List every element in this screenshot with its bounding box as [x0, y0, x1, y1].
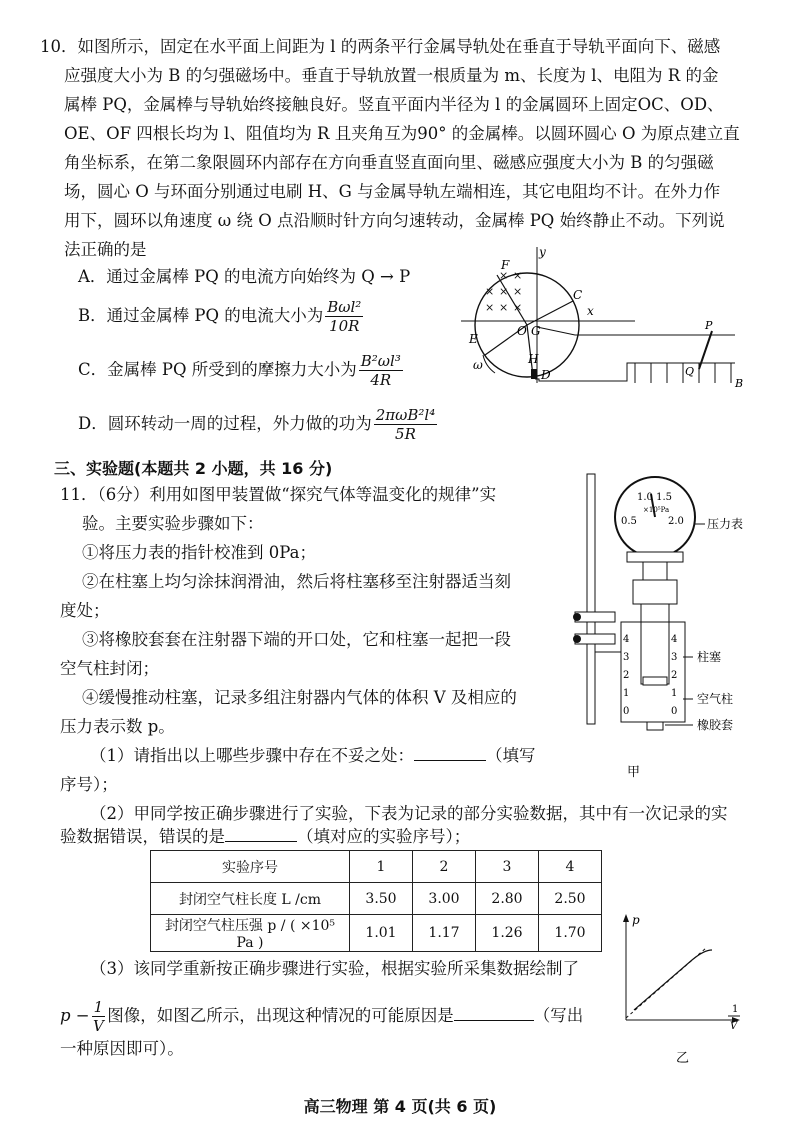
q10-line: 应强度大小为 B 的匀强磁场中。垂直于导轨放置一根质量为 m、长度为 l、电阻为 R 的金	[64, 66, 719, 85]
scale-right	[671, 634, 677, 717]
table-cell: 1.17	[413, 915, 476, 952]
label-d: D	[541, 368, 551, 382]
field-cross: ×	[499, 269, 509, 282]
option-b-fraction	[325, 298, 363, 335]
q11-sub3-cont	[60, 998, 583, 1035]
caption-yi: 乙	[676, 1051, 690, 1066]
section-3-heading: 三、实验题(本题共 2 小题，共 16 分)	[54, 459, 333, 478]
q10-line: OE、OF 四根长均为 l、阻值均为 R 且夹角互为90° 的金属棒。以圆环圆心 O 为原点建立直	[64, 124, 740, 143]
option-d-text: D．圆环转动一周的过程，外力做的功为	[78, 414, 372, 433]
label-h: H	[528, 352, 539, 366]
option-b-text: B．通过金属棒 PQ 的电流大小为	[78, 306, 324, 325]
answer-blank[interactable]	[414, 746, 486, 761]
table-row	[151, 883, 602, 915]
field-cross: ×	[499, 285, 509, 298]
caption-jia: 甲	[627, 765, 641, 780]
option-b	[78, 298, 365, 335]
label-plunger: 柱塞	[697, 650, 722, 664]
svg-text:4: 4	[623, 634, 630, 645]
q11-line: ④缓慢推动柱塞，记录多组注射器内气体的体积 V 及相应的	[82, 688, 517, 707]
q11-sub1	[90, 745, 536, 767]
table-cell: 2.50	[539, 883, 602, 915]
clamp-knob	[573, 635, 581, 643]
option-c-fraction	[359, 352, 403, 389]
figure-graph	[612, 910, 752, 1070]
sub2-text: 验数据错误，错误的是	[60, 827, 225, 846]
option-a: A．通过金属棒 PQ 的电流方向始终为 Q → P	[78, 267, 411, 286]
svg-text:1: 1	[671, 688, 678, 699]
q11-sub1-cont: 序号）；	[60, 775, 118, 794]
data-table	[150, 850, 602, 952]
svg-text:3: 3	[623, 652, 630, 663]
svg-text:2: 2	[671, 670, 678, 681]
svg-text:1: 1	[623, 688, 630, 699]
q11-sub3: （3）该同学重新按正确步骤进行实验，根据实验所采集数据绘制了	[90, 959, 579, 978]
gauge-tick: 2.0	[668, 516, 684, 527]
x-axis-label: x	[587, 304, 594, 318]
option-d	[78, 406, 439, 443]
svg-text:4: 4	[671, 634, 678, 645]
fraction-numerator: 1	[93, 998, 104, 1016]
field-cross: ×	[513, 285, 523, 298]
label-o: O	[517, 324, 527, 338]
q11-line: ②在柱塞上均匀涂抹润滑油，然后将柱塞移至注射器适当刻	[82, 572, 511, 591]
y-axis-label: y	[539, 245, 546, 259]
label-e: E	[469, 332, 478, 346]
option-c	[78, 352, 405, 389]
table-cell: 3.00	[413, 883, 476, 915]
table-cell: 3.50	[350, 883, 413, 915]
label-b: B	[735, 377, 744, 390]
field-cross: ×	[513, 301, 523, 314]
sub2-text: （填对应的实验序号）；	[297, 827, 471, 846]
field-cross: ×	[513, 269, 523, 282]
fraction-denominator: 5R	[395, 425, 416, 443]
plunger-head	[643, 677, 667, 685]
label-q: Q	[685, 365, 695, 378]
svg-text:2: 2	[623, 670, 630, 681]
table-cell: 1.70	[539, 915, 602, 952]
rubber-cap	[647, 722, 663, 730]
scale-left	[623, 634, 629, 717]
label-p: P	[705, 319, 713, 332]
table-row	[151, 915, 602, 952]
q10-figure	[455, 243, 755, 393]
page-footer: 高三物理 第 4 页(共 6 页)	[303, 1097, 497, 1116]
clamp-knob	[573, 613, 581, 621]
q11-sub3-end: 一种原因即可）。	[60, 1039, 184, 1058]
table-header-cell: 1	[350, 851, 413, 883]
q11-line: 度处；	[60, 601, 110, 620]
label-f: F	[501, 258, 510, 272]
table-header-cell: 2	[413, 851, 476, 883]
answer-blank[interactable]	[225, 827, 297, 842]
connector-nut	[633, 580, 677, 604]
figure-apparatus	[565, 472, 765, 782]
fraction-denominator: 10R	[329, 317, 360, 335]
arrow-head	[623, 914, 629, 922]
q10-line: 角坐标系，在第二象限圆环内部存在方向垂直竖直面向里、磁感应强度大小为 B 的匀强磁	[64, 153, 714, 172]
axis-label-one: 1	[732, 1004, 739, 1015]
axis-label-p: p	[632, 913, 640, 927]
gauge-unit: ×10⁵Pa	[643, 506, 670, 514]
table-header-cell: 4	[539, 851, 602, 883]
table-cell: 2.80	[476, 883, 539, 915]
svg-text:0: 0	[671, 706, 678, 717]
sub3-text: 图像，如图乙所示，出现这种情况的可能原因是	[107, 1006, 454, 1025]
axis-label-v: V	[730, 1021, 738, 1032]
q11-sub2-cont	[60, 826, 470, 848]
option-c-text: C．金属棒 PQ 所受到的摩擦力大小为	[78, 360, 357, 379]
label-g: G	[531, 324, 541, 338]
q11-line: 11．（6分）利用如图甲装置做“探究气体等温变化的规律”实	[60, 485, 497, 504]
q10-line: 法正确的是	[64, 240, 147, 259]
fraction-numerator: 2πωB²l⁴	[375, 406, 436, 424]
field-arrows-b	[635, 363, 731, 383]
q11-line: 压力表示数 p。	[60, 717, 175, 736]
field-cross: ×	[485, 285, 495, 298]
fraction-denominator: V	[92, 1017, 104, 1035]
q11-sub2: （2）甲同学按正确步骤进行了实验，下表为记录的部分实验数据，其中有一次记录的实	[90, 804, 728, 823]
table-row-label: 封闭空气柱长度 L /cm	[151, 883, 350, 915]
svg-text:0: 0	[623, 706, 630, 717]
q10-line: 10．如图所示，固定在水平面上间距为 l 的两条平行金属导轨处在垂直于导轨平面向下、磁感	[40, 37, 721, 56]
field-cross: ×	[499, 301, 509, 314]
fraction-numerator: B²ωl³	[360, 352, 401, 370]
plunger-rod	[641, 604, 669, 684]
table-cell: 1.01	[350, 915, 413, 952]
label-omega: ω	[473, 358, 483, 372]
sub1-text: （填写	[486, 746, 536, 765]
q11-line: 验。主要实验步骤如下：	[82, 514, 264, 533]
gauge-base	[627, 552, 683, 562]
table-row-label: 封闭空气柱压强 p / ( ×10⁵ Pa )	[151, 915, 350, 952]
table-header-cell: 实验序号	[151, 851, 350, 883]
label-c: C	[573, 288, 583, 302]
q11-line: ③将橡胶套套在注射器下端的开口处，它和柱塞一起把一段	[82, 630, 511, 649]
fraction-denominator: 4R	[370, 371, 392, 389]
label-air: 空气柱	[697, 692, 734, 706]
sub3-text: （写出	[533, 1006, 584, 1025]
stand-rod	[587, 474, 595, 724]
sub3-fraction	[92, 998, 106, 1035]
rod-of	[497, 275, 527, 325]
sub3-p: p −	[60, 1006, 90, 1025]
table-header-cell: 3	[476, 851, 539, 883]
gauge-tick: 0.5	[621, 516, 637, 527]
svg-text:3: 3	[671, 652, 678, 663]
label-rubber: 橡胶套	[697, 718, 734, 732]
q10-line: 场，圆心 O 与环面分别通过电刷 H、G 与金属导轨左端相连，其它电阻均不计。在外力作	[64, 182, 721, 201]
option-d-fraction	[374, 406, 437, 443]
magnetic-field-crosses	[485, 269, 522, 314]
label-gauge: 压力表	[707, 517, 744, 531]
table-header-row	[151, 851, 602, 883]
fraction-numerator: Bωl²	[327, 298, 362, 316]
answer-blank[interactable]	[454, 1006, 534, 1021]
q11-line: ①将压力表的指针校准到 0Pa；	[82, 543, 316, 562]
table-cell: 1.26	[476, 915, 539, 952]
connector	[643, 562, 667, 580]
sub1-text: （1）请指出以上哪些步骤中存在不妥之处：	[90, 746, 414, 765]
q10-line: 属棒 PQ，金属棒与导轨始终接触良好。竖直平面内半径为 l 的金属圆环上固定OC、OD、	[64, 95, 724, 114]
brush-h	[531, 369, 537, 379]
gauge-top-ticks: 1.0 1.5	[637, 492, 672, 503]
q10-line: 用下，圆环以角速度 ω 绕 O 点沿顺时针方向匀速转动，金属棒 PQ 始终静止不动。下列说	[64, 211, 725, 230]
q11-line: 空气柱封闭；	[60, 659, 159, 678]
field-cross: ×	[485, 301, 495, 314]
